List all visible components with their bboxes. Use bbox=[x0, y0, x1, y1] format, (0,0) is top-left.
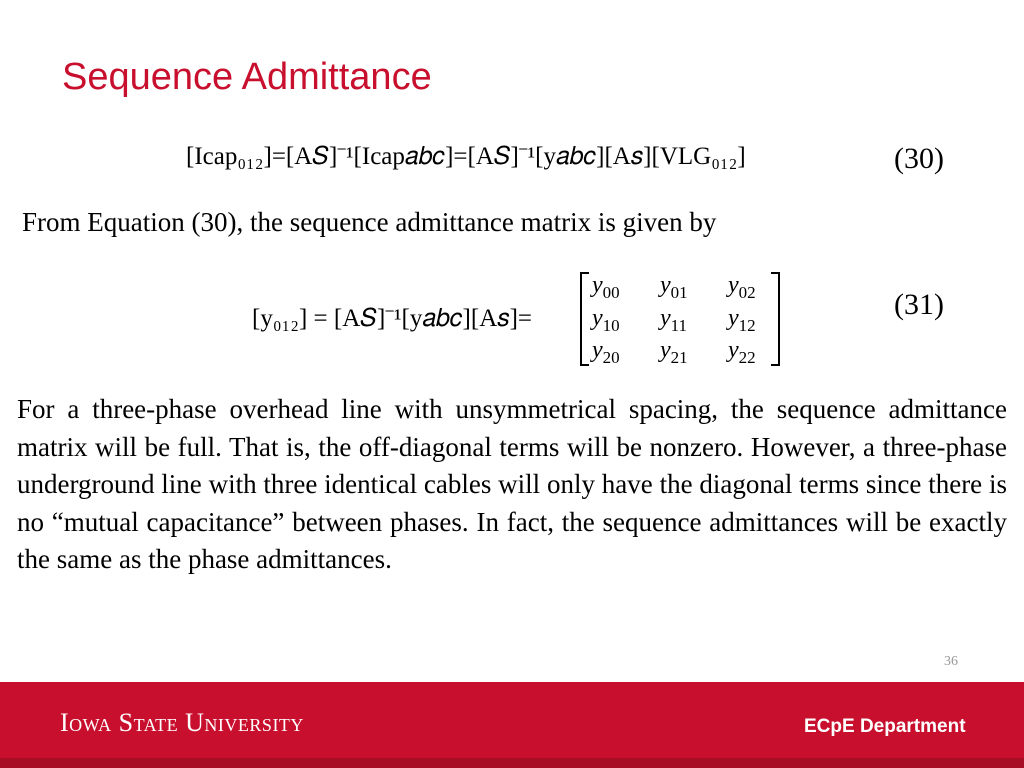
footer-strip bbox=[0, 758, 1024, 768]
matrix-cell-y01: $y_{01}$ bbox=[660, 272, 688, 302]
body-paragraph: For a three-phase overhead line with unsymmetrical spacing, the sequence admittance matrix will be full. That is, the off-diagonal terms will be nonzero. However, a three-phase underground line with three identical cables will only have the diagonal terms since there is no “mutual capacitance” between phases. In fact, the sequence admittances will be exactly the same as the phase admittances. bbox=[17, 394, 1007, 574]
admittance-matrix bbox=[580, 272, 780, 366]
equation-30: [Icap₀₁₂]=[A𝑆]⁻¹[Icap𝑎𝑏𝑐]=[A𝑆]⁻¹[y𝑎𝑏𝑐][A𝑠][VLG₀₁₂] bbox=[186, 143, 746, 170]
intro-text: From Equation (30), the sequence admittance matrix is given by bbox=[22, 207, 717, 237]
university-logo-text: Iowa State University bbox=[60, 708, 304, 737]
equation-31-number: (31) bbox=[894, 288, 944, 321]
matrix-cell-y21: $y_{21}$ bbox=[660, 337, 688, 367]
slide-title: Sequence Admittance bbox=[62, 56, 432, 98]
matrix-cell-y22: $y_{22}$ bbox=[728, 337, 756, 367]
equation-30-number: (30) bbox=[894, 142, 944, 175]
matrix-cell-y11: $y_{11}$ bbox=[660, 305, 688, 335]
matrix-cell-y20: $y_{20}$ bbox=[592, 337, 620, 367]
matrix-cell-y12: $y_{12}$ bbox=[728, 305, 756, 335]
matrix-cell-y00: $y_{00}$ bbox=[592, 272, 620, 302]
matrix-cell-y10: $y_{10}$ bbox=[592, 305, 620, 335]
footer-bar bbox=[0, 682, 1024, 768]
matrix-cell-y02: $y_{02}$ bbox=[728, 272, 756, 302]
equation-31-lhs: [y₀₁₂] = [A𝑆]⁻¹[y𝑎𝑏𝑐][A𝑠]= bbox=[252, 305, 533, 332]
department-label: ECpE Department bbox=[804, 716, 966, 737]
page-number: 36 bbox=[944, 654, 958, 669]
